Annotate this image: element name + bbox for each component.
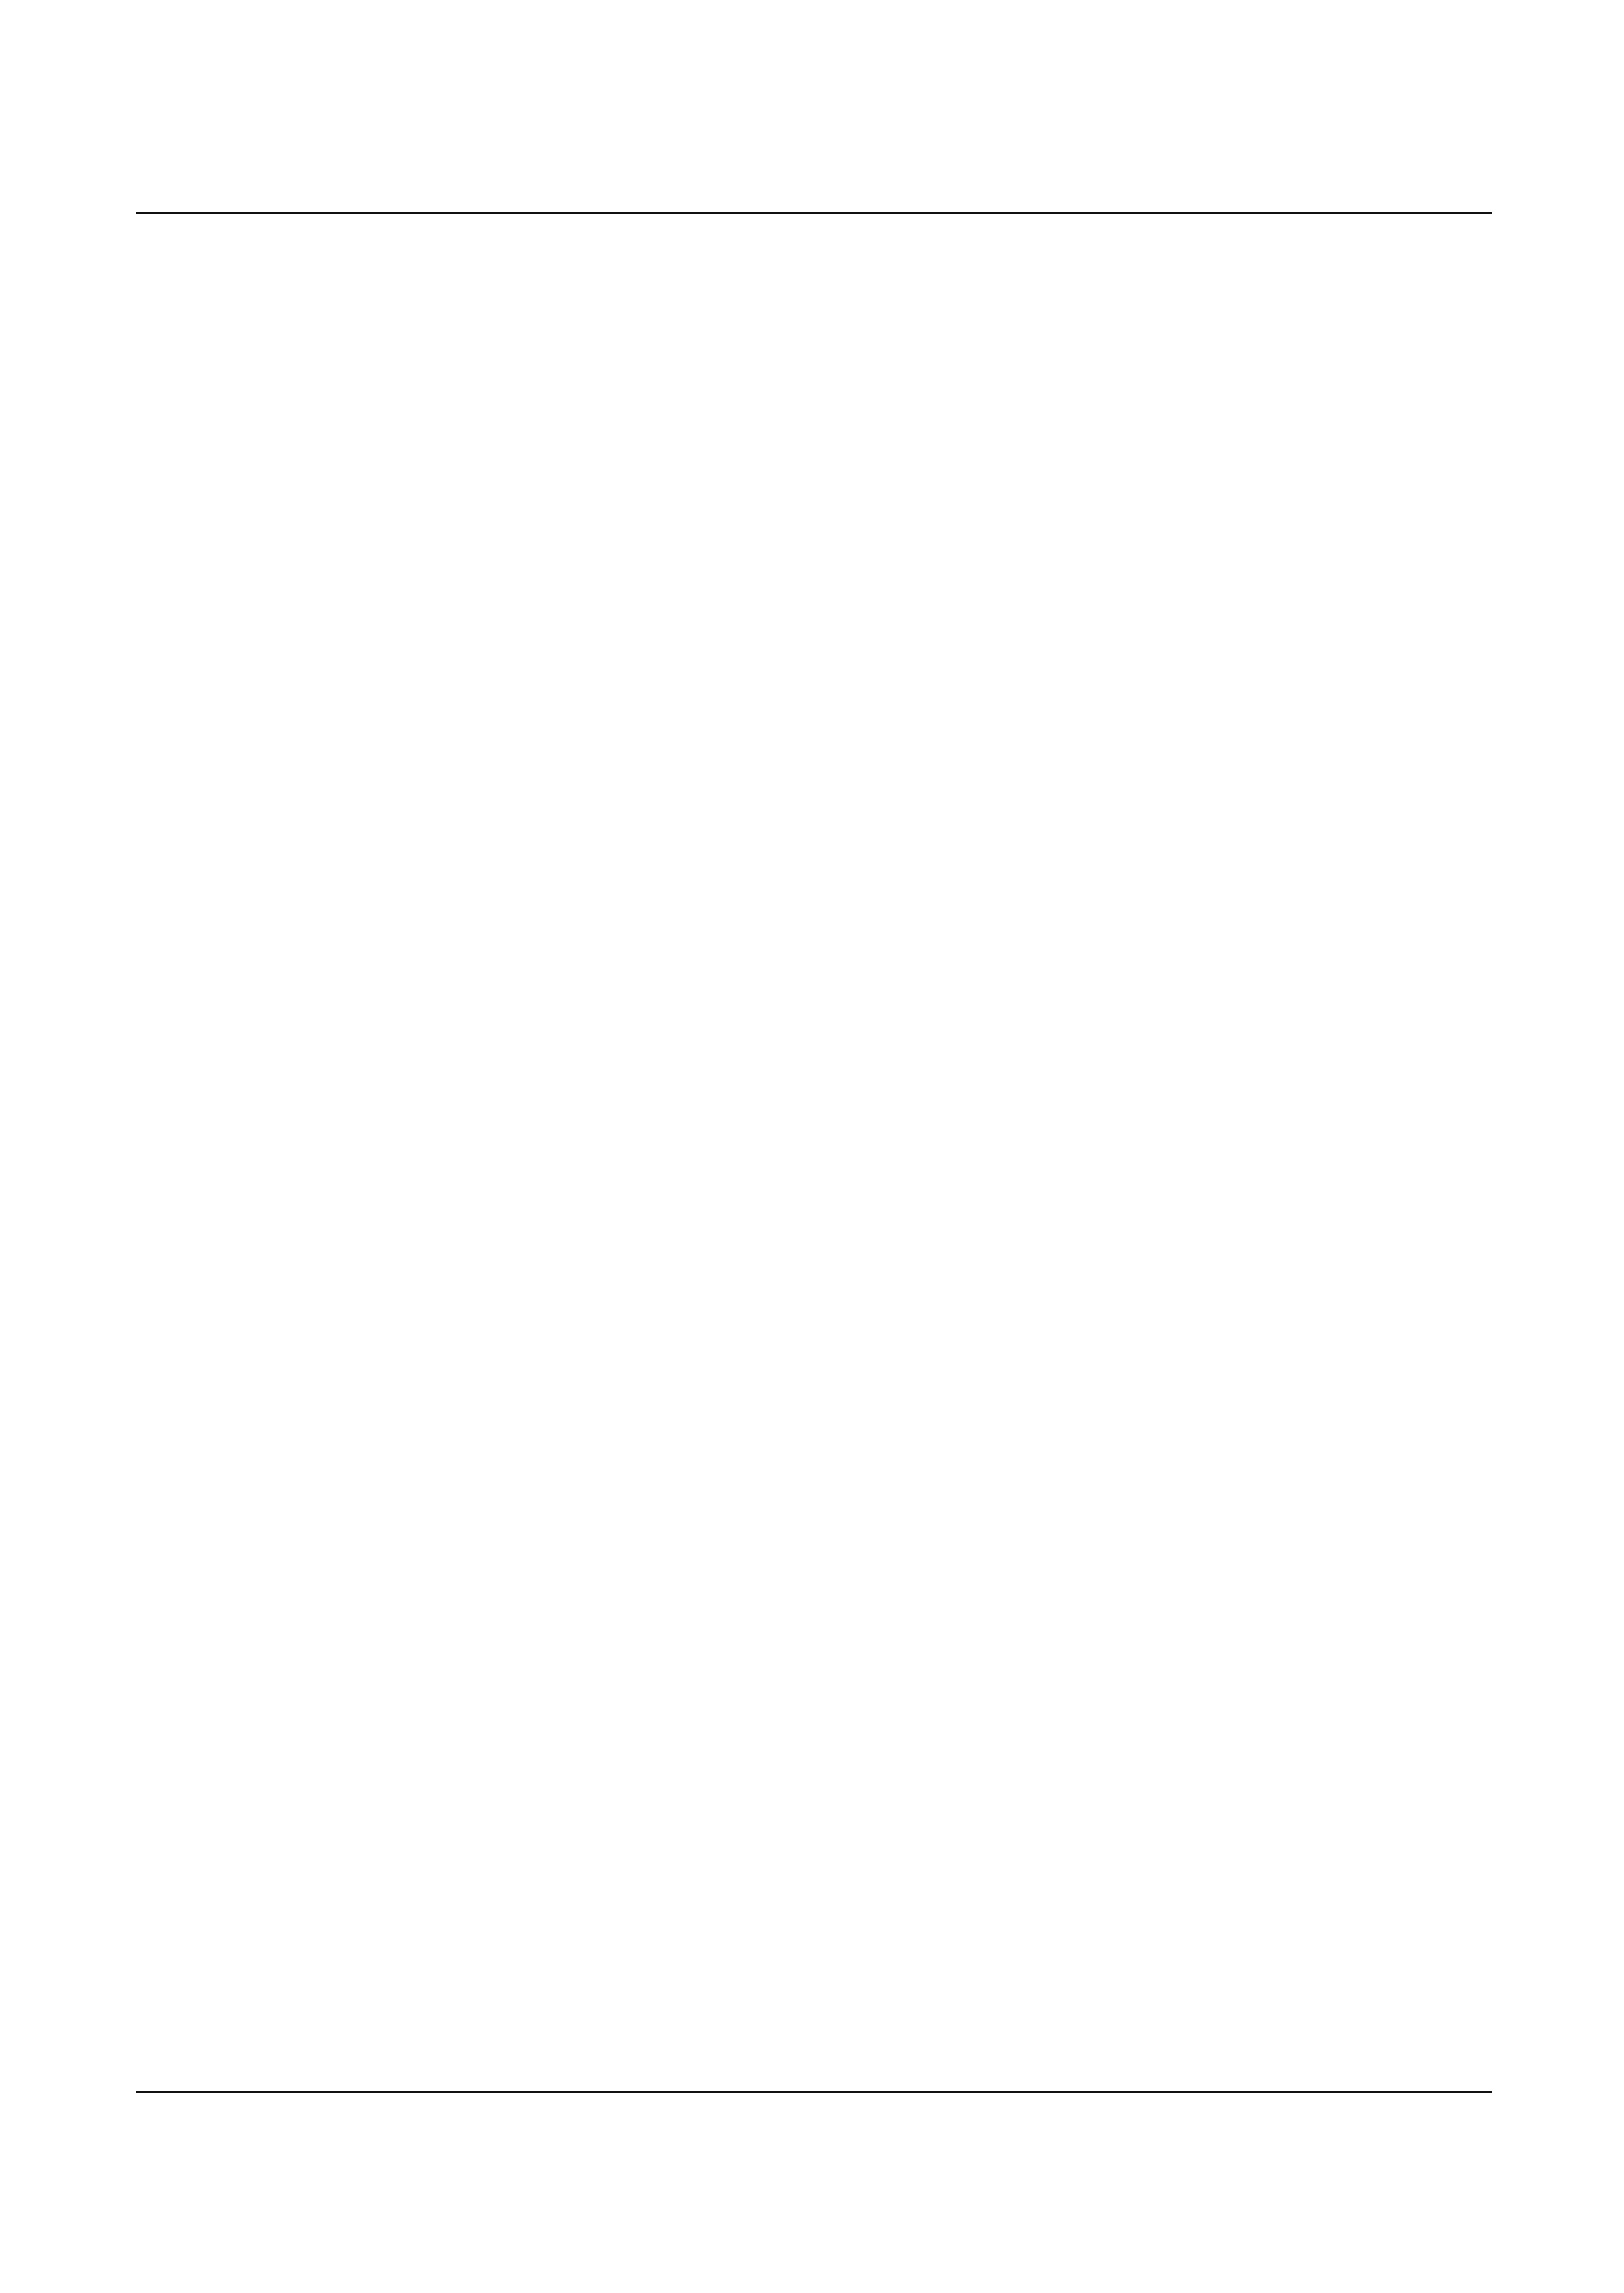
entry-line [1077, 1151, 1110, 2082]
carryover-line [1458, 1151, 1492, 2082]
entry-line [934, 1151, 967, 2082]
author-credit [1410, 1151, 1444, 2082]
entry-title [457, 1151, 490, 2082]
entry-line [361, 1151, 394, 2082]
bottom-rule [136, 2091, 1492, 2093]
entry-line [1124, 1151, 1158, 2082]
entry-line [886, 1151, 919, 2082]
lower-text-block [150, 1151, 1492, 2082]
entry-line [743, 1151, 776, 2082]
upper-text-block [150, 227, 1492, 1120]
entry-line [790, 1151, 824, 2082]
entry-alias [1267, 1151, 1301, 2082]
entry-line [600, 1151, 633, 2082]
running-header [1181, 160, 1499, 203]
entry-line [647, 1151, 681, 2082]
entry-line [1172, 1151, 1205, 2082]
entry-line [313, 1151, 347, 2082]
author-credit [504, 1151, 538, 2082]
page-number [1408, 2112, 1484, 2150]
entry-line [218, 1151, 251, 2082]
entry-title-continuation [1315, 1151, 1348, 2082]
entry-line [552, 1151, 585, 2082]
entry-line [266, 1151, 299, 2082]
entry-line [981, 1151, 1015, 2082]
entry-title [1363, 1151, 1396, 2082]
entry-alias [409, 1151, 442, 2082]
entry-line [838, 1151, 871, 2082]
entry-line [1029, 1151, 1062, 2082]
entry-line [1220, 1151, 1253, 2082]
entry-line [695, 1151, 728, 2082]
top-rule [136, 212, 1492, 214]
